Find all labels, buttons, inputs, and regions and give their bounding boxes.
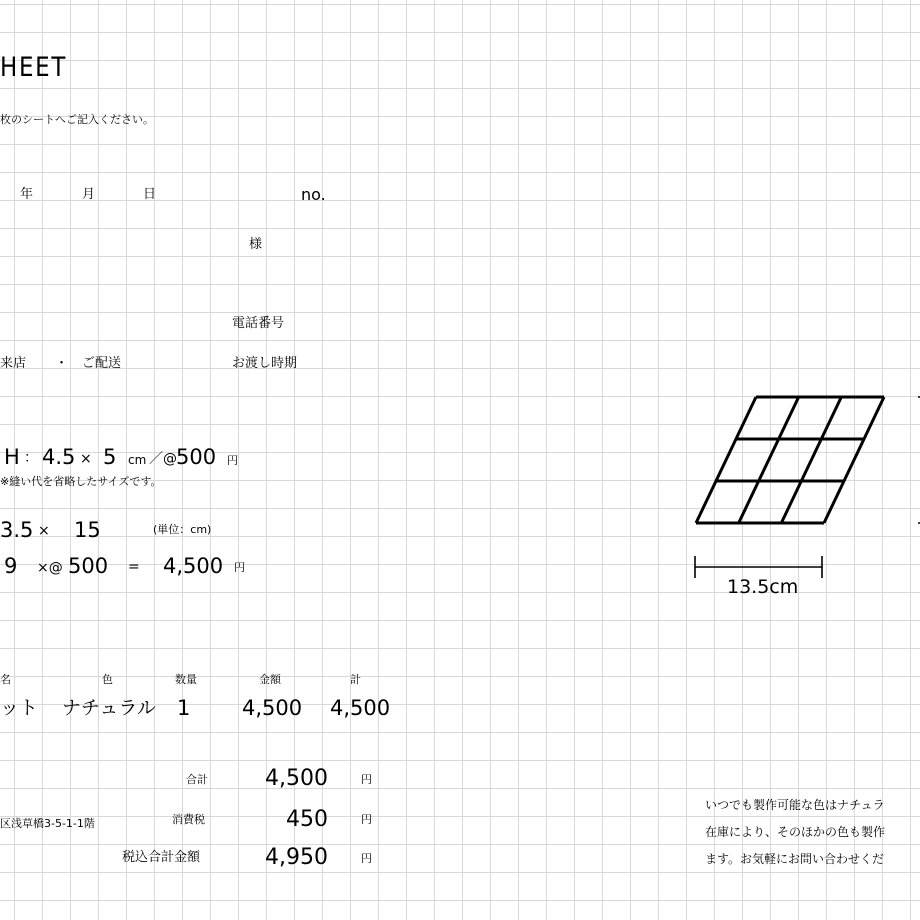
size-width: 4.5 (42, 445, 76, 469)
finished-unit-note: (単位：cm) (153, 523, 212, 536)
sheet-title: HEET (0, 52, 68, 83)
subtotal-label: 合計 (186, 773, 208, 786)
size-h-label: H (4, 445, 20, 469)
row-qty: 1 (177, 696, 191, 720)
notice-line-2: 在庫により、そのほかの色も製作 (705, 825, 886, 839)
year-label: 年 (20, 187, 34, 202)
size-note: ※縫い代を省略したサイズです。 (0, 475, 162, 488)
grand-total-yen: 円 (361, 852, 372, 865)
notice-line-3: ます。お気軽にお問い合わせくだ (705, 852, 885, 866)
instruction-text: 枚のシートへご記入ください。 (0, 113, 154, 126)
handover-label: お渡し時期 (232, 356, 298, 371)
tax-label: 消費税 (172, 813, 205, 826)
header-total: 計 (350, 673, 361, 686)
finished-width: 3.5 (0, 518, 34, 542)
calc-yen: 円 (234, 561, 245, 574)
size-yen: 円 (227, 454, 238, 467)
delivery-ship-label: ご配送 (82, 356, 122, 371)
calc-equals: = (128, 559, 140, 575)
calc-times-at: ×@ (37, 560, 63, 576)
delivery-dot: ・ (55, 356, 69, 371)
honorific-label: 様 (249, 237, 263, 252)
size-colon: ： (24, 450, 38, 466)
delivery-visit-label: 来店 (0, 356, 27, 371)
calc-price: 500 (68, 554, 109, 578)
grand-total-label: 税込合計金額 (122, 850, 201, 865)
size-times: × (80, 451, 92, 467)
finished-times: × (38, 523, 50, 539)
header-name: 名 (0, 673, 11, 686)
row-total: 4,500 (330, 696, 391, 720)
size-unit: cm (128, 453, 147, 467)
header-color: 色 (102, 673, 113, 686)
dimension-label: 13.5cm (727, 576, 799, 598)
header-qty: 数量 (175, 673, 197, 686)
subtotal-yen: 円 (361, 773, 372, 786)
finished-height: 15 (74, 518, 101, 542)
number-label: no. (301, 185, 326, 204)
size-height: 5 (103, 445, 117, 469)
size-at: ／@ (149, 451, 177, 467)
day-label: 日 (143, 187, 157, 202)
header-amount: 金額 (259, 673, 281, 686)
tax-value: 450 (286, 807, 328, 832)
subtotal-value: 4,500 (265, 766, 328, 791)
calc-total: 4,500 (163, 554, 224, 578)
size-price: 500 (176, 445, 217, 469)
row-amount: 4,500 (242, 696, 303, 720)
phone-label: 電話番号 (232, 316, 285, 331)
month-label: 月 (82, 187, 96, 202)
row-name: ット (0, 697, 39, 719)
address-text: 区浅草橋3-5-1-1階 (0, 817, 95, 830)
grand-total-value: 4,950 (265, 845, 328, 870)
calc-count: 9 (4, 554, 18, 578)
notice-line-1: いつでも製作可能な色はナチュラ (705, 798, 885, 812)
tax-yen: 円 (361, 813, 372, 826)
row-color: ナチュラル (62, 697, 156, 719)
